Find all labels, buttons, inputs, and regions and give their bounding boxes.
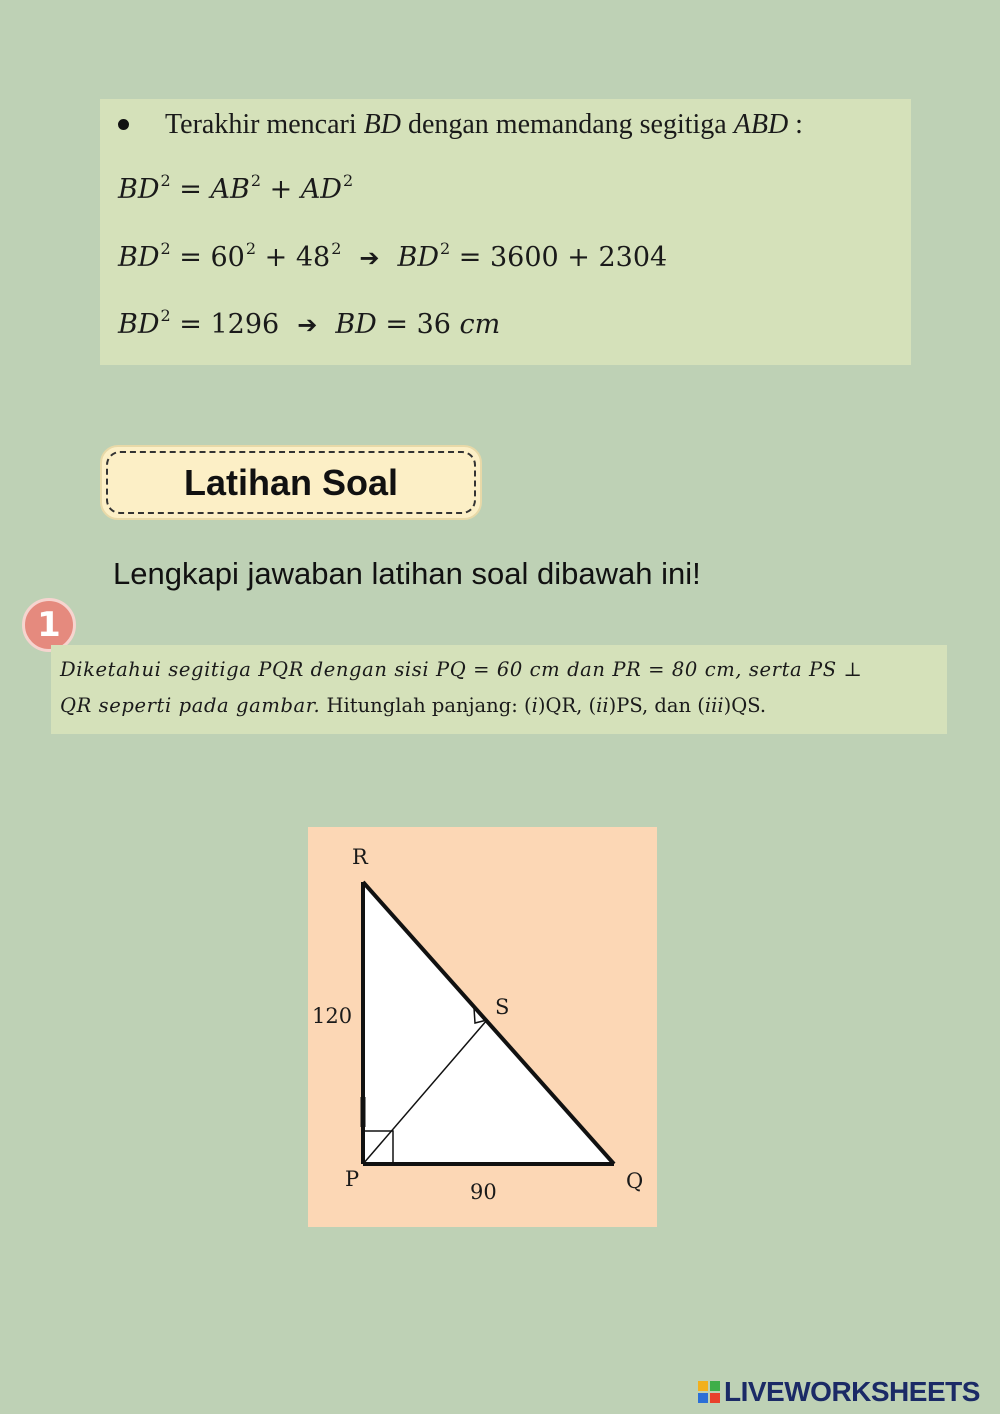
arrow-right-icon: ➔ [297,311,318,339]
problem-statement [51,645,947,734]
equation-line-2: $BD^2 = 60^2 + 48^2$ ➔ $BD^2 = 3600 + 2304$ [118,239,668,273]
liveworksheets-watermark: LIVEWORKSHEETS [698,1376,980,1408]
derivation-box [100,99,911,365]
label-q: Q [626,1169,644,1193]
triangle-diagram [308,827,657,1227]
instruction-text: Lengkapi jawaban latihan soal dibawah ini! [113,556,701,591]
problem-number-badge: 1 [22,598,76,652]
section-title-box [100,445,482,520]
arrow-right-icon: ➔ [359,244,380,272]
section-title: Latihan Soal [183,461,399,503]
problem-line-1: Diketahui segitiga PQR dengan sisi PQ = 60 cm dan PR = 80 cm, serta PS ⊥ [60,658,863,681]
equation-line-1: $BD^2 = AB^2 + AD^2$ [118,171,354,205]
label-side-pr: 120 [312,1004,353,1028]
label-r: R [352,845,368,869]
bullet-icon [118,119,129,130]
label-side-pq: 90 [470,1180,497,1204]
problem-line-2: QR seperti pada gambar. Hitunglah panjang: (i)QR, (ii)PS, dan (iii)QS. [60,694,767,717]
label-s: S [495,995,510,1019]
label-p: P [345,1167,360,1191]
derivation-intro: Terakhir mencari BD dengan memandang segitiga ABD : [118,109,803,141]
liveworksheets-logo-icon [698,1381,720,1403]
equation-line-3: $BD^2 = 1296$ ➔ BD = 36 cm [118,306,501,340]
triangle-figure [308,827,657,1227]
